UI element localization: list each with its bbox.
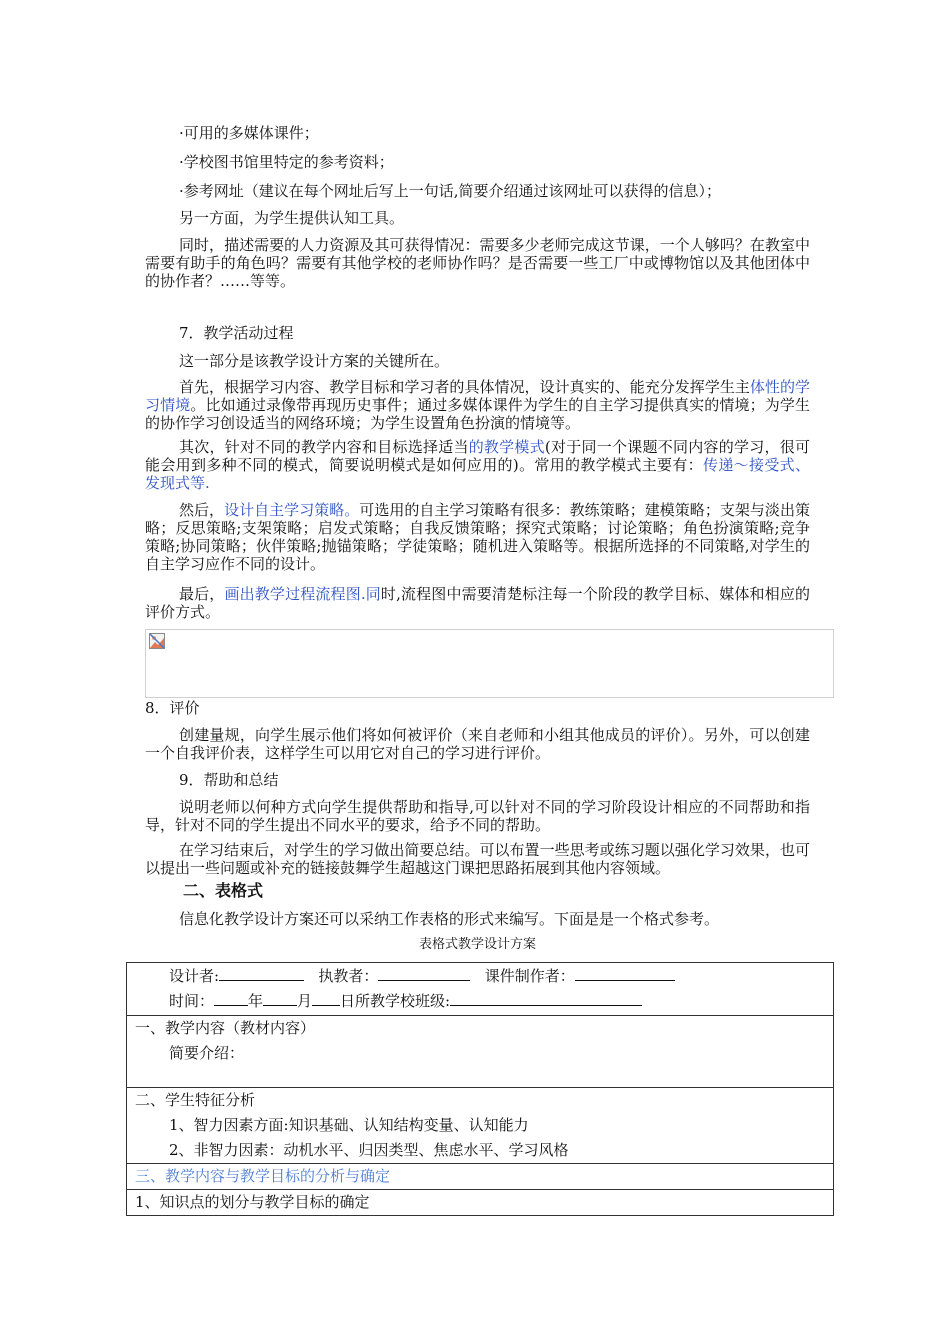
form-header-line-2 bbox=[169, 989, 825, 1014]
table-caption: 表格式教学设计方案 bbox=[418, 937, 536, 952]
year-label: 年 bbox=[248, 992, 264, 1010]
designer-blank[interactable] bbox=[219, 965, 304, 981]
section-9-summary: 在学习结束后，对学生的学习做出简要总结。可以布置一些思考或练习题以强化学习效果，也可以提出一些问题或补充的链接鼓舞学生超越这门课把思路拓展到其他内容领域。 bbox=[145, 841, 810, 877]
student-analysis-title: 二、学生特征分析 bbox=[135, 1091, 256, 1109]
link-learning-situation[interactable]: 体性的学习情境 bbox=[145, 378, 810, 414]
year-blank[interactable] bbox=[214, 990, 248, 1006]
brief-intro-label: 简要介绍： bbox=[169, 1044, 245, 1062]
paragraph-flowchart: 最后，画出教学过程流程图.同时,流程图中需要清楚标注每一个阶段的教学目标、媒体和相应的评价方式。 bbox=[145, 585, 810, 621]
section-8-body: 创建量规，向学生展示他们将如何被评价（来自老师和小组其他成员的评价）。另外，可以创建一个自我评价表，这样学生可以用它对自己的学习进行评价。 bbox=[145, 726, 810, 762]
school-class-label: 日所教学校班级: bbox=[340, 992, 451, 1010]
table-row bbox=[127, 963, 834, 1016]
teacher-blank[interactable] bbox=[378, 965, 470, 981]
knowledge-point-division: 1、知识点的划分与教学目标的确定 bbox=[135, 1193, 370, 1211]
table-row bbox=[127, 1088, 834, 1164]
paragraph-first-situation: 首先，根据学习内容、教学目标和学习者的具体情况，设计真实的、能充分发挥学生主体性的学习情境。比如通过录像带再现历史事件；通过多媒体课件为学生的自主学习提供真实的情境；为学生的协作学习创设适当的网络环境；为学生设置角色扮演的情境等。 bbox=[145, 378, 810, 432]
non-intelligence-factors: 2、非智力因素：动机水平、归因类型、焦虑水平、学习风格 bbox=[169, 1141, 569, 1159]
courseware-author-label: 课件制作者： bbox=[484, 967, 575, 985]
section-7-title: 7．教学活动过程 bbox=[179, 324, 294, 342]
teaching-content-title: 一、教学内容（教材内容） bbox=[135, 1019, 316, 1037]
school-class-blank[interactable] bbox=[450, 990, 642, 1006]
link-teaching-mode[interactable]: 的教学模式 bbox=[468, 438, 545, 456]
list-item-courseware: ·可用的多媒体课件； bbox=[179, 124, 319, 142]
form-header-line-1 bbox=[169, 964, 825, 989]
link-flowchart[interactable]: 画出教学过程流程图.同 bbox=[224, 585, 381, 603]
list-item-websites: ·参考网址（建议在每个网址后写上一句话,简要介绍通过该网址可以获得的信息）； bbox=[179, 182, 722, 200]
broken-image-icon bbox=[149, 633, 165, 649]
content-objective-analysis-title: 三、教学内容与教学目标的分析与确定 bbox=[135, 1167, 391, 1185]
time-label: 时间： bbox=[169, 992, 215, 1010]
month-blank[interactable] bbox=[263, 990, 297, 1006]
table-row bbox=[127, 1164, 834, 1190]
intelligence-factors: 1、智力因素方面:知识基础、认知结构变量、认知能力 bbox=[169, 1116, 529, 1134]
image-placeholder-box bbox=[145, 629, 834, 698]
day-blank[interactable] bbox=[312, 990, 340, 1006]
section-9-help: 说明老师以何种方式向学生提供帮助和指导,可以针对不同的学习阶段设计相应的不同帮助和指导，针对不同的学生提出不同水平的要求，给予不同的帮助。 bbox=[145, 798, 810, 834]
section-8-title: 8．评价 bbox=[145, 699, 200, 717]
link-transmission-discovery[interactable]: 传递～接受式、发现式等. bbox=[145, 456, 810, 492]
designer-label: 设计者: bbox=[169, 967, 220, 985]
section-9-title: 9．帮助和总结 bbox=[179, 771, 279, 789]
teacher-label: 执教者： bbox=[318, 967, 379, 985]
table-format-intro: 信息化教学设计方案还可以采纳工作表格的形式来编写。下面是是一个格式参考。 bbox=[179, 910, 720, 928]
paragraph-teaching-mode: 其次，针对不同的教学内容和目标选择适当的教学模式(对于同一个课题不同内容的学习，很可能会用到多种不同的模式，简要说明模式是如何应用的)。常用的教学模式主要有：传递～接受式、发现式等. bbox=[145, 438, 810, 492]
paragraph-human-resources: 同时，描述需要的人力资源及其可获得情况：需要多少老师完成这节课，一个人够吗？在教室中需要有助手的角色吗？需要有其他学校的老师协作吗？是否需要一些工厂中或博物馆以及其他团体中的协作者？……等等。 bbox=[145, 236, 810, 290]
paragraph-cognitive-tools: 另一方面，为学生提供认知工具。 bbox=[179, 209, 405, 227]
heading-table-format: 二、表格式 bbox=[183, 881, 264, 900]
paragraph-autonomous-strategy: 然后，设计自主学习策略。可选用的自主学习策略有很多：教练策略；建模策略；支架与淡出策略；反思策略;支架策略；启发式策略；自我反馈策略；探究式策略；讨论策略；角色扮演策略;竞争策略;协同策略；伙伴策略;抛锚策略；学徒策略；随机进入策略等。根据所选择的不同策略,对学生的自主学习应作不同的设计。 bbox=[145, 501, 810, 573]
courseware-author-blank[interactable] bbox=[575, 965, 675, 981]
section-7-intro: 这一部分是该教学设计方案的关键所在。 bbox=[179, 352, 450, 370]
month-label: 月 bbox=[297, 992, 313, 1010]
table-row bbox=[127, 1016, 834, 1088]
list-item-library: ·学校图书馆里特定的参考资料； bbox=[179, 153, 394, 171]
table-row bbox=[127, 1190, 834, 1216]
lesson-plan-form-table bbox=[126, 962, 834, 1216]
link-autonomous-strategy[interactable]: 设计自主学习策略。 bbox=[224, 501, 360, 519]
